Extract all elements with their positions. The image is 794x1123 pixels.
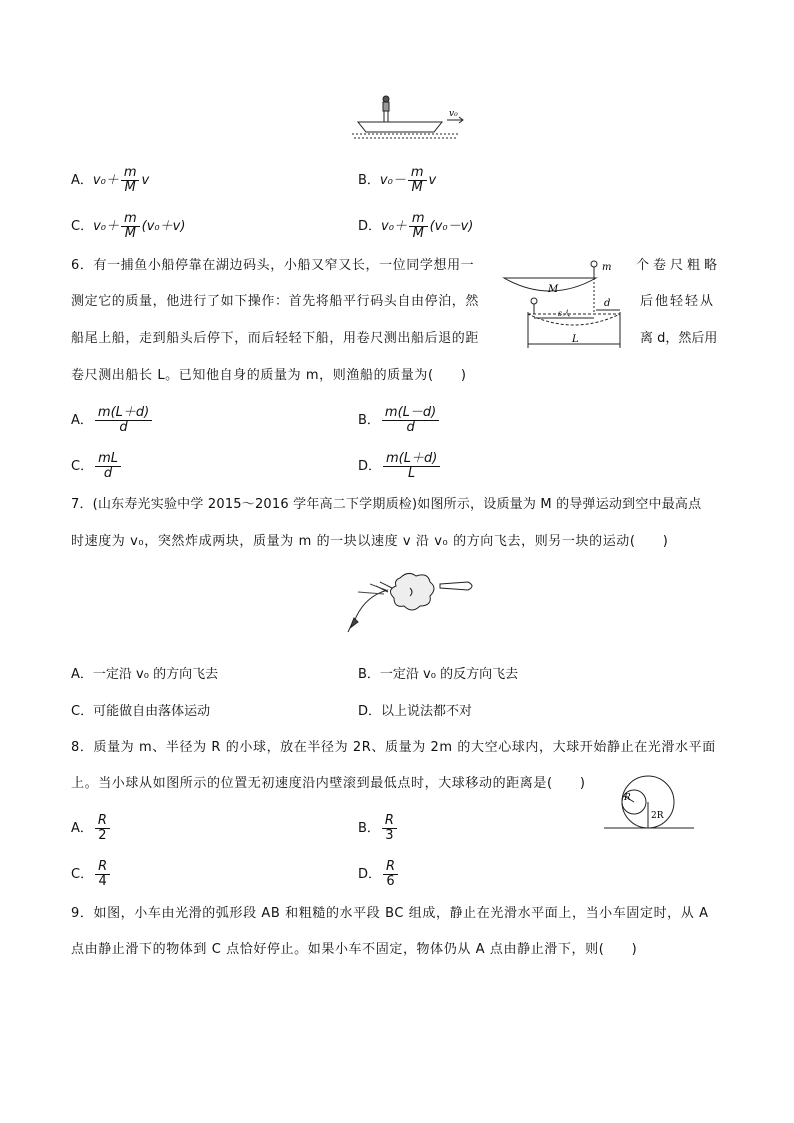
q8-line-1: 8．质量为 m、半径为 R 的小球，放在半径为 2R、质量为 2m 的大空心球内，大球开始静止在光滑水平面 — [71, 740, 716, 755]
q8-line-2: 上。当小球从如图所示的位置无初速度沿内壁滚到最低点时，大球移动的距离是( ) — [71, 776, 586, 791]
q7-option-b[interactable]: B．一定沿 v₀ 的反方向飞去 — [358, 667, 519, 682]
q6-line-2-right: 后他轻轻从 — [640, 294, 716, 309]
q6-line-1-right: 个卷尺粗略 — [636, 258, 722, 273]
missile-explosion-figure — [340, 566, 480, 648]
q7-option-a[interactable]: A．一定沿 v₀ 的方向飞去 — [71, 667, 219, 682]
q8-option-d[interactable]: D． $\frac{R}{6}$ — [358, 860, 400, 889]
q6-option-d[interactable]: D． $\frac{m(L+d)}{L}$ — [358, 452, 442, 481]
svg-text:s人: s人 — [558, 309, 571, 318]
svg-text:R: R — [624, 793, 631, 803]
svg-text:2R: 2R — [651, 811, 664, 821]
q6-line-4: 卷尺测出船长 L。已知他自身的质量为 m，则渔船的质量为( ) — [71, 368, 467, 383]
hollow-sphere-figure — [600, 770, 696, 834]
q8-option-c[interactable]: C． $\frac{R}{4}$ — [71, 860, 112, 889]
svg-text:L: L — [572, 334, 579, 345]
q7-option-d[interactable]: D．以上说法都不对 — [358, 704, 473, 719]
q6-line-2: 测定它的质量，他进行了如下操作：首先将船平行码头自由停泊，然 — [71, 294, 480, 309]
svg-text:d: d — [604, 298, 611, 309]
q6-option-a[interactable]: A． $\frac{m(L+d)}{d}$ — [71, 406, 154, 435]
q6-line-3-right: 离 d，然后用 — [640, 331, 718, 346]
q7-line-1: 7．(山东寿光实验中学 2015～2016 学年高二下学期质检)如图所示，设质量为 M 的导弹运动到空中最高点 — [71, 497, 702, 512]
q6-option-b[interactable]: B． $\frac{m(L-d)}{d}$ — [358, 406, 441, 435]
q5-option-b[interactable]: B．v₀－ $\frac{m}{M}$ v — [358, 165, 437, 195]
boat-figure — [350, 92, 470, 142]
v0-label: v₀ — [449, 109, 458, 119]
q5-option-d[interactable]: D．v₀＋ $\frac{m}{M}$ (v₀－v) — [358, 211, 474, 241]
fishing-boat-figure — [500, 254, 632, 354]
q5-option-a[interactable]: A．v₀＋ $\frac{m}{M}$ v — [71, 165, 150, 195]
q5-option-c[interactable]: C．v₀＋ $\frac{m}{M}$ (v₀＋v) — [71, 211, 186, 241]
q7-line-2: 时速度为 v₀，突然炸成两块，质量为 m 的一块以速度 v 沿 v₀ 的方向飞去，则另一块的运动( ) — [71, 534, 669, 549]
svg-text:m: m — [602, 262, 612, 273]
q8-option-b[interactable]: B． $\frac{R}{3}$ — [358, 814, 399, 843]
q6-option-c[interactable]: C． $\frac{mL}{d}$ — [71, 452, 123, 481]
q6-line-1: 6．有一捕鱼小船停靠在湖边码头，小船又窄又长，一位同学想用一 — [71, 258, 475, 273]
q7-option-c[interactable]: C．可能做自由落体运动 — [71, 704, 211, 719]
q6-line-3: 船尾上船，走到船头后停下，而后轻轻下船，用卷尺测出船后退的距 — [71, 331, 480, 346]
q9-line-2: 点由静止滑下的物体到 C 点恰好停止。如果小车不固定，物体仍从 A 点由静止滑下，则( ) — [71, 942, 638, 957]
q9-line-1: 9．如图，小车由光滑的弧形段 AB 和粗糙的水平段 BC 组成，静止在光滑水平面上，当小车固定时，从 A — [71, 906, 709, 921]
q8-option-a[interactable]: A． $\frac{R}{2}$ — [71, 814, 112, 843]
svg-text:M: M — [548, 284, 559, 295]
